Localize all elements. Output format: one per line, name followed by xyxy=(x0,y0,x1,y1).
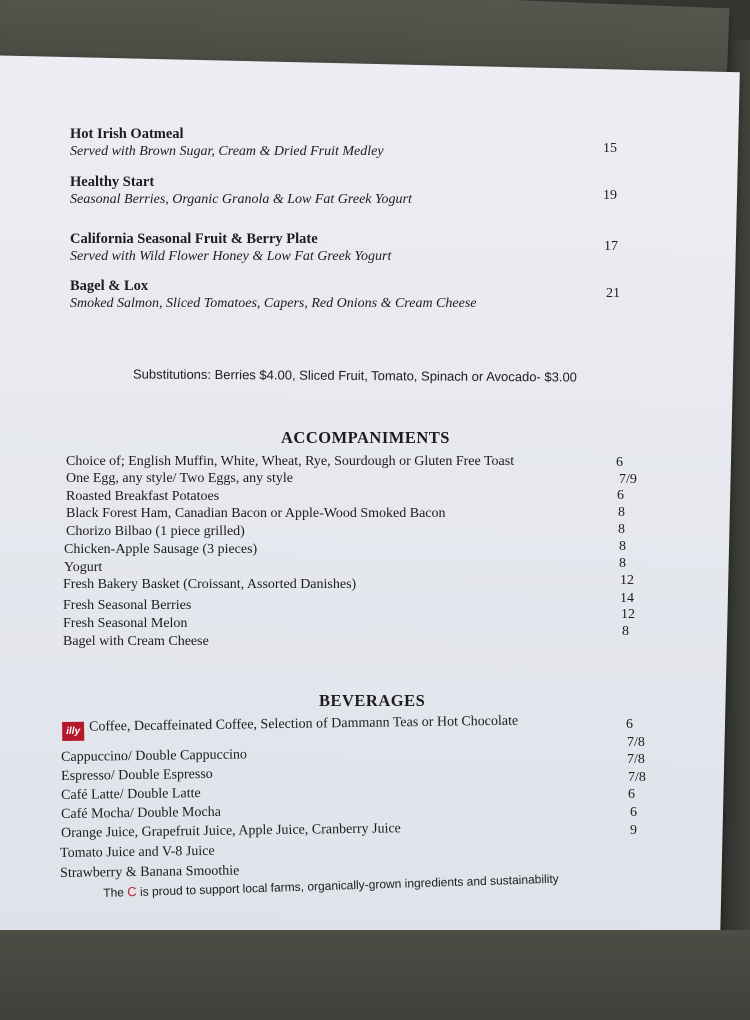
list-item: Espresso/ Double Espresso xyxy=(61,766,213,784)
beverages-heading: BEVERAGES xyxy=(319,691,426,710)
list-item: Fresh Bakery Basket (Croissant, Assorted Danishes) xyxy=(63,577,357,592)
list-item: One Egg, any style/ Two Eggs, any style xyxy=(66,471,294,486)
item-price: 8 xyxy=(618,522,625,537)
item-price: 6 xyxy=(616,455,623,470)
dish-description: Served with Brown Sugar, Cream & Dried Fruit Medley xyxy=(70,144,384,159)
item-price: 6 xyxy=(628,787,635,802)
dish-description: Seasonal Berries, Organic Granola & Low Fat Greek Yogurt xyxy=(70,192,412,207)
dish-california-fruit-plate xyxy=(70,230,630,266)
dish-healthy-start xyxy=(70,173,630,209)
item-price: 7/8 xyxy=(627,752,645,767)
list-item xyxy=(62,714,518,741)
dish-price: 17 xyxy=(604,239,618,254)
item-price: 9 xyxy=(630,823,637,838)
substitutions-note: Substitutions: Berries $4.00, Sliced Fruit, Tomato, Spinach or Avocado- $3.00 xyxy=(132,366,577,385)
dish-hot-irish-oatmeal xyxy=(70,125,630,161)
list-item: Yogurt xyxy=(64,560,103,575)
item-price: 8 xyxy=(619,539,626,554)
list-item: Strawberry & Banana Smoothie xyxy=(60,863,240,881)
list-item: Roasted Breakfast Potatoes xyxy=(66,489,220,504)
item-price: 12 xyxy=(620,573,634,588)
dish-description: Served with Wild Flower Honey & Low Fat Greek Yogurt xyxy=(70,249,392,264)
dish-name: Hot Irish Oatmeal xyxy=(70,126,184,142)
footer-text-end: is proud to support local farms, organically-grown ingredients and sustainability xyxy=(139,871,559,899)
illy-logo-icon: illy xyxy=(62,722,84,741)
brand-c-logo: C xyxy=(127,883,137,900)
list-item: Choice of; English Muffin, White, Wheat, Rye, Sourdough or Gluten Free Toast xyxy=(66,454,515,469)
dish-price: 19 xyxy=(603,188,617,203)
item-price: 7/9 xyxy=(619,472,637,487)
item-price: 12 xyxy=(621,607,635,622)
dish-description: Smoked Salmon, Sliced Tomatoes, Capers, Red Onions & Cream Cheese xyxy=(70,296,477,311)
dish-price: 21 xyxy=(606,286,620,301)
list-item: Fresh Seasonal Berries xyxy=(63,598,192,613)
accompaniments-heading: ACCOMPANIMENTS xyxy=(281,428,450,447)
item-price: 6 xyxy=(617,488,624,503)
dish-bagel-and-lox xyxy=(70,277,630,313)
list-item: Chorizo Bilbao (1 piece grilled) xyxy=(66,524,245,539)
footer-text-start: The xyxy=(103,885,125,900)
list-item: Café Latte/ Double Latte xyxy=(61,786,201,803)
item-price: 8 xyxy=(619,556,626,571)
list-item: Chicken-Apple Sausage (3 pieces) xyxy=(64,542,258,557)
list-item: Tomato Juice and V-8 Juice xyxy=(60,843,215,861)
item-price: 7/8 xyxy=(628,770,646,785)
item-price: 14 xyxy=(620,591,634,606)
dish-price: 15 xyxy=(603,141,617,156)
item-price: 8 xyxy=(618,505,625,520)
item-price: 6 xyxy=(630,805,637,820)
item-name: Coffee, Decaffeinated Coffee, Selection of Dammann Teas or Hot Chocolate xyxy=(88,713,519,735)
list-item: Cappuccino/ Double Cappuccino xyxy=(61,747,248,765)
item-price: 6 xyxy=(626,717,633,732)
list-item: Black Forest Ham, Canadian Bacon or Apple-Wood Smoked Bacon xyxy=(66,506,446,521)
list-item: Café Mocha/ Double Mocha xyxy=(61,804,221,822)
dish-name: Healthy Start xyxy=(70,174,155,190)
list-item: Bagel with Cream Cheese xyxy=(63,634,209,649)
dish-name: California Seasonal Fruit & Berry Plate xyxy=(70,231,318,247)
list-item: Orange Juice, Grapefruit Juice, Apple Juice, Cranberry Juice xyxy=(61,821,401,841)
list-item: Fresh Seasonal Melon xyxy=(63,616,188,631)
item-price: 8 xyxy=(622,624,629,639)
item-price: 7/8 xyxy=(627,735,645,750)
dish-name: Bagel & Lox xyxy=(70,278,149,294)
